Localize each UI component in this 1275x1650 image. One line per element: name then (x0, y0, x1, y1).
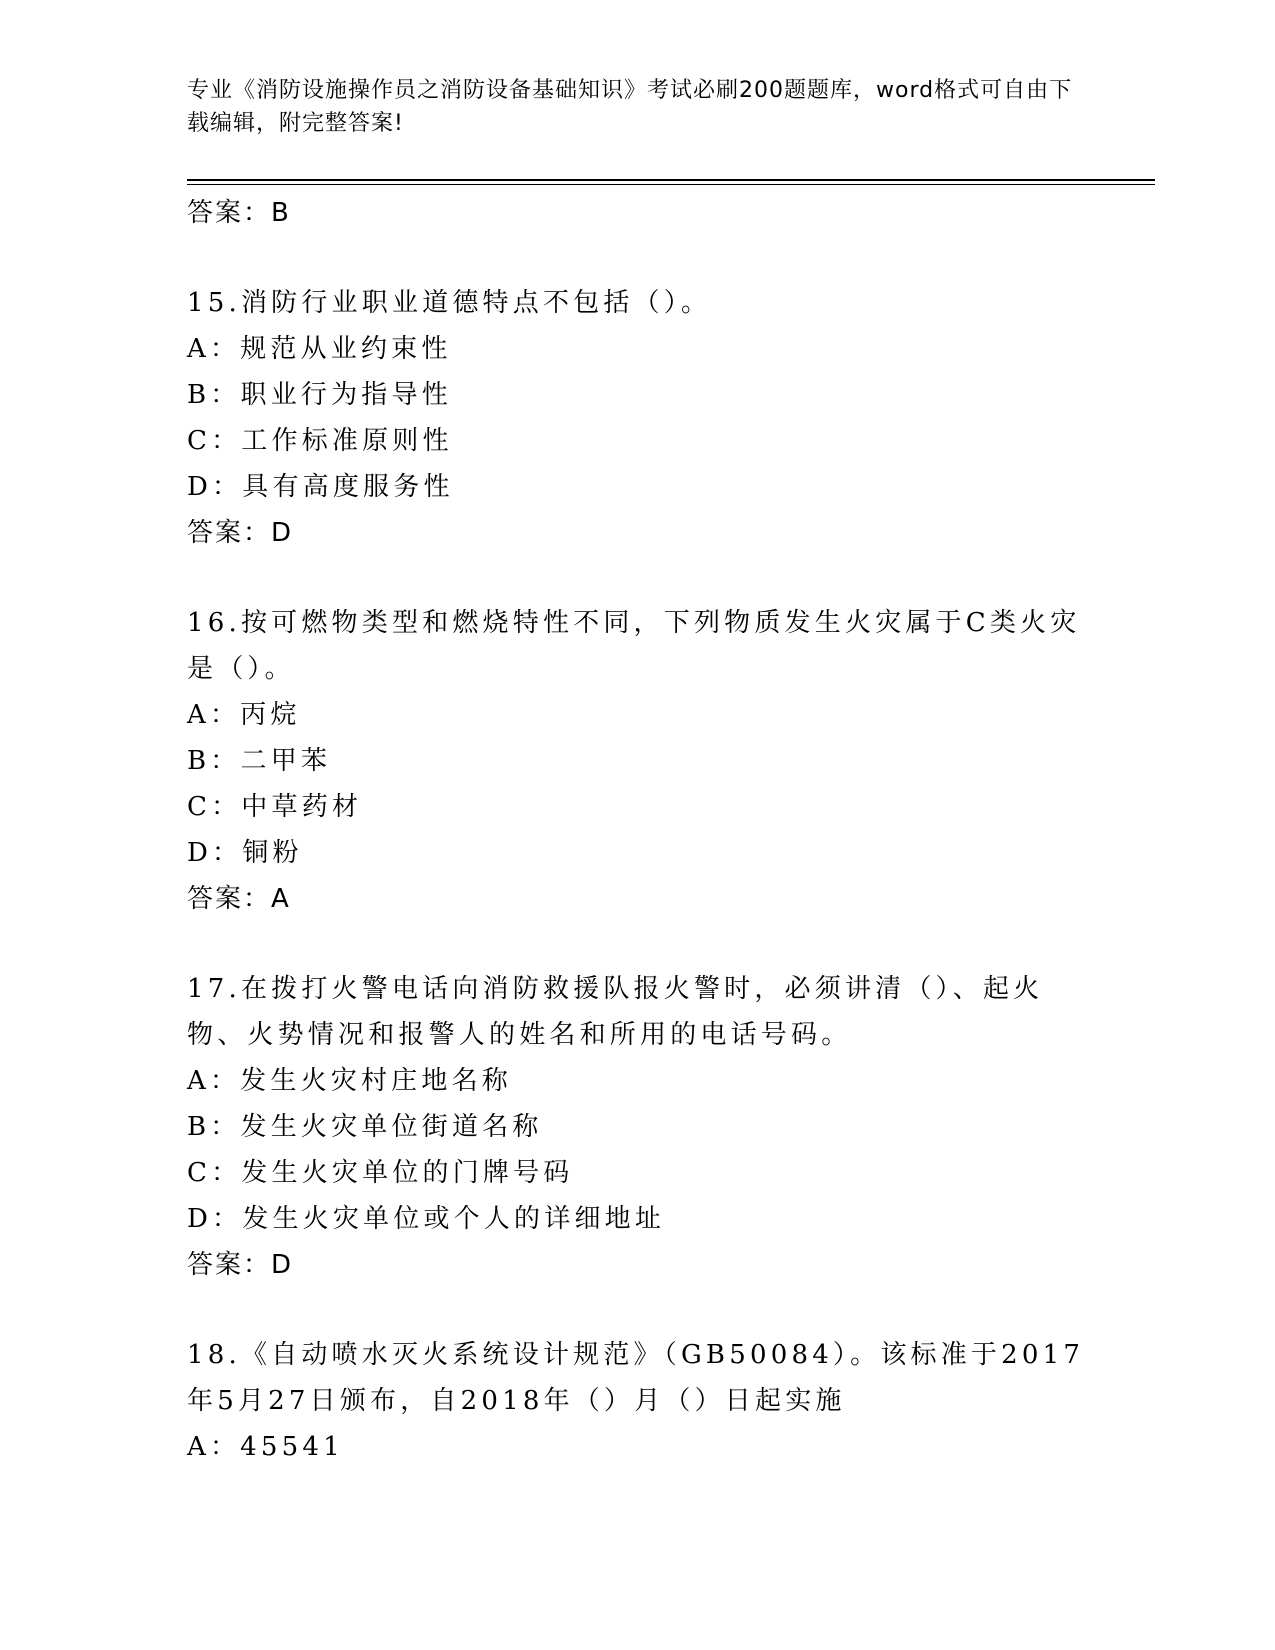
answer-line: 答案：D (187, 1250, 294, 1280)
question-block (187, 1332, 1087, 1470)
option-a: A：发生火灾村庄地名称 (187, 1066, 512, 1096)
option-a: A：丙烷 (187, 700, 301, 730)
option-b: B：二甲苯 (187, 746, 332, 776)
answer-line: 答案：B (187, 198, 291, 228)
option-c: C：工作标准原则性 (187, 426, 453, 456)
option-a: A：45541 (187, 1432, 344, 1462)
option-d: D：发生火灾单位或个人的详细地址 (187, 1204, 666, 1234)
question-block (187, 600, 1087, 922)
document-header: 专业《消防设施操作员之消防设备基础知识》考试必刷200题题库，word格式可自由下载编辑，附完整答案! (187, 78, 1073, 136)
question-stem: 17.在拨打火警电话向消防救援队报火警时，必须讲清（）、起火物、火势情况和报警人的姓名和所用的电话号码。 (187, 974, 1044, 1050)
answer-line: 答案：D (187, 518, 294, 548)
question-stem: 16.按可燃物类型和燃烧特性不同，下列物质发生火灾属于C类火灾是（）。 (187, 608, 1081, 684)
header-rule-thin (187, 184, 1155, 185)
answer-line: 答案：A (187, 884, 291, 914)
option-a: A：规范从业约束性 (187, 334, 452, 364)
question-list (187, 190, 1087, 1470)
option-c: C：发生火灾单位的门牌号码 (187, 1158, 574, 1188)
option-b: B：发生火灾单位街道名称 (187, 1112, 543, 1142)
option-c: C：中草药材 (187, 792, 363, 822)
question-block (187, 280, 1087, 556)
question-block (187, 966, 1087, 1288)
header-rule-thick (187, 179, 1155, 181)
question-stem: 18.《自动喷水灭火系统设计规范》（GB50084）。该标准于2017年5月27日颁布，自2018年（）月（）日起实施 (187, 1340, 1085, 1416)
option-d: D：具有高度服务性 (187, 472, 454, 502)
option-b: B：职业行为指导性 (187, 380, 452, 410)
question-stem: 15.消防行业职业道德特点不包括（）。 (187, 288, 712, 318)
option-d: D：铜粉 (187, 838, 303, 868)
